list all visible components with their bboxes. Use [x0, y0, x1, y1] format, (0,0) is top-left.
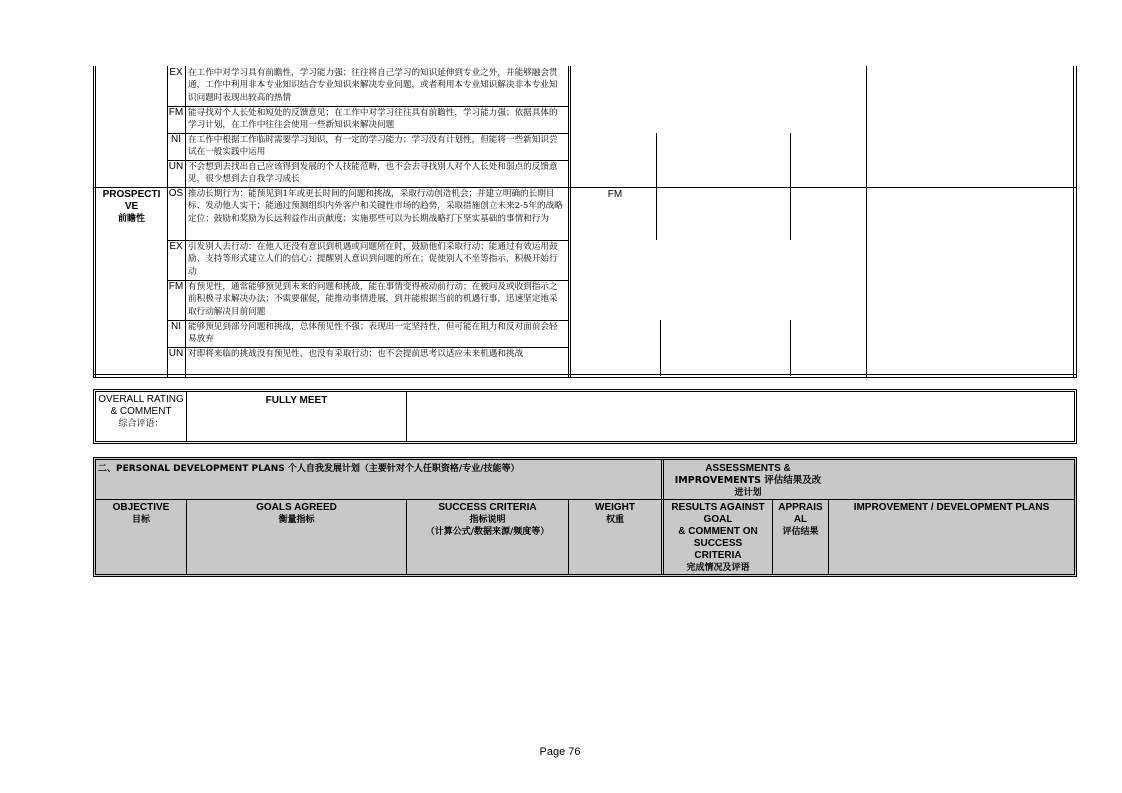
col-results-zh: 完成情况及评语	[686, 563, 750, 573]
competency-name-en-1: PROSPECTI	[102, 189, 161, 200]
col-results	[664, 502, 772, 574]
col-appraisal-1: APPRAIS	[778, 502, 823, 513]
rating-description: 有预见性，通常能够预见到未来的问题和挑战，能在事情变得被动前行动；在被问及或收到指示之前积极寻求解决办法；不需要催促，能推动事情进展，到并能根据当前的机遇行事，迅速坚定地采取行动解决目前问题	[188, 282, 558, 317]
competency-table	[0, 0, 1122, 380]
rating-description: 不会想到去找出自己应该得到发展的个人技能范畴，也不会去寻找别人对个人长处和弱点的反馈意见，很少想到去自我学习成长	[188, 162, 558, 185]
overall-rating-table	[93, 389, 1077, 444]
col-goals-en: GOALS AGREED	[256, 502, 337, 513]
col-weight-en: WEIGHT	[595, 502, 635, 513]
col-results-4: SUCCESS	[693, 538, 743, 549]
overall-label	[96, 394, 186, 439]
col-criteria-note: （计算公式/数据来源/频度等）	[425, 527, 550, 537]
rating-description: 引发别人去行动：在他人还没有意识到机遇或问题所在时，鼓励他们采取行动；能通过有效运用鼓励、支持等形式建立人们的信心；提醒别人意识到问题的所在；促使别人不坐等指示，积极开始行动	[188, 242, 558, 277]
pdp-table	[93, 457, 1077, 577]
rating-code: NI	[171, 134, 181, 145]
col-criteria	[407, 502, 568, 544]
col-objective-zh: 目标	[131, 515, 150, 525]
competency-name-zh: 前瞻性	[117, 214, 145, 224]
col-results-5: CRITERIA	[694, 550, 742, 561]
overall-label-en-2: & COMMENT	[110, 406, 172, 417]
col-objective	[96, 502, 186, 532]
col-objective-en: OBJECTIVE	[112, 502, 170, 513]
assessments-header-1: ASSESSMENTS &	[705, 463, 791, 474]
rating-code: NI	[171, 321, 181, 332]
rating-code: FM	[168, 107, 184, 118]
col-results-3: & COMMENT ON	[678, 526, 758, 537]
competency-name-en-2: VE	[124, 201, 139, 212]
col-goals	[187, 502, 406, 532]
competency-rating: FM	[607, 189, 623, 200]
page-number: Page 76	[539, 746, 581, 758]
rating-code: FM	[168, 281, 184, 292]
col-criteria-zh: 指标说明	[469, 515, 506, 525]
col-appraisal-2: AL	[793, 514, 808, 525]
rating-description: 能寻找对个人长处和短处的反馈意见；在工作中对学习往往具有前瞻性，学习能力强；依据具体的学习计划，在工作中往往会使用一些新知识来解决问题	[188, 108, 558, 131]
overall-label-en-1: OVERALL RATING	[98, 394, 184, 405]
rating-code: EX	[169, 241, 183, 252]
col-weight	[569, 502, 661, 532]
col-results-2: GOAL	[703, 514, 733, 525]
rating-code: EX	[169, 67, 183, 78]
col-goals-zh: 衡量指标	[278, 515, 315, 525]
competency-name	[96, 189, 167, 229]
rating-description: 在工作中对学习具有前瞻性，学习能力强；往往将自己学习的知识延伸到专业之外，并能够融会贯通，工作中利用非本专业知识结合专业知识来解决专业问题，或者利用本专业知识解决非本专业知识问题时表现出较高的热情	[188, 68, 558, 103]
col-weight-zh: 权重	[605, 515, 624, 525]
rating-description: 对即将来临的挑战没有预见性，也没有采取行动；也不会提前思考以适应未来机遇和挑战	[188, 349, 524, 359]
assessments-header-3: 进计划	[734, 488, 762, 498]
rating-description: 推动长期行为：能预见到1年或更长时间的问题和挑战，采取行动创造机会；并建立明确的长期目标、发动他人实干；能通过预测组织内外客户和关键性市场的趋势，采取措施创立未来2-5年的战略定位；鼓励和奖励为长远利益作出贡献度；实施那些可以为长期战略打下坚实基础的事情和行为	[188, 189, 563, 224]
col-results-1: RESULTS AGAINST	[671, 502, 765, 513]
col-appraisal-zh: 评估结果	[782, 527, 819, 537]
rating-description: 在工作中根据工作临时需要学习知识，有一定的学习能力；学习没有计划性，但能将一些新知识尝试在一般实践中运用	[188, 135, 558, 158]
overall-label-zh: 综合评语：	[118, 419, 164, 429]
overall-value: FULLY MEET	[265, 395, 328, 406]
assessments-header-2: IMPROVEMENTS 评估结果及改	[674, 475, 822, 486]
rating-code: UN	[168, 161, 184, 172]
col-appraisal	[773, 502, 828, 542]
rating-description: 能够预见到部分问题和挑战，总体预见性不强；表现出一定坚持性，但可能在阻力和反对面前会轻易放弃	[188, 322, 558, 345]
col-criteria-en: SUCCESS CRITERIA	[438, 502, 537, 513]
rating-code: UN	[168, 348, 184, 359]
pdp-title: 二、PERSONAL DEVELOPMENT PLANS 个人自我发展计划（主要针对个人任职资格/专业/技能等）	[98, 464, 520, 474]
assessments-header	[664, 463, 832, 499]
rating-code: OS	[168, 188, 184, 199]
col-improvement: IMPROVEMENT / DEVELOPMENT PLANS	[853, 502, 1050, 513]
